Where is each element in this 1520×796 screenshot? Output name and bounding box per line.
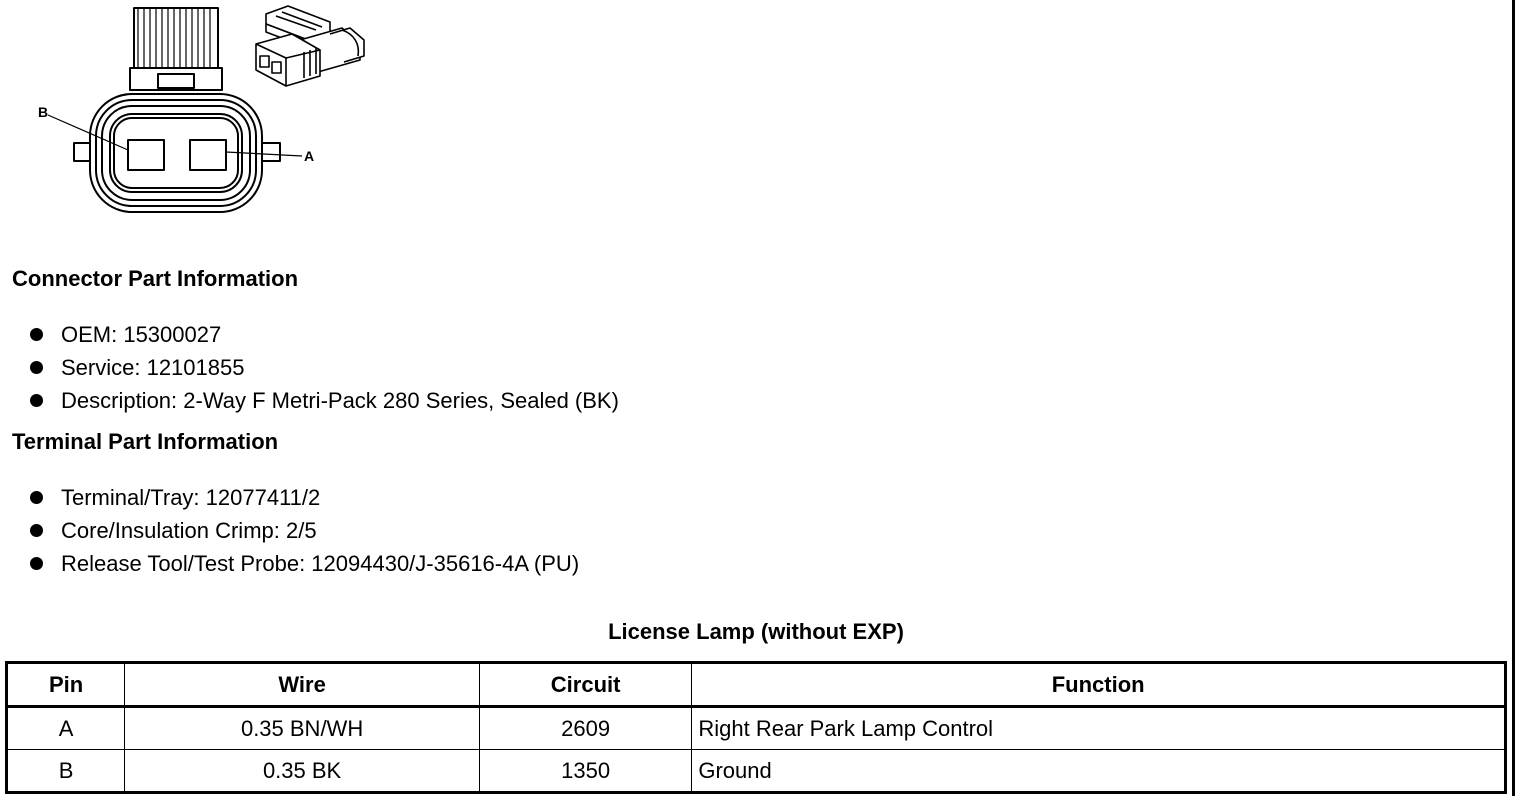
connector-info-list [30, 318, 619, 417]
list-item [30, 384, 619, 417]
pin-b-callout: B [38, 104, 49, 120]
pinout-table [5, 661, 1507, 794]
bullet-icon [30, 394, 43, 407]
connector-face-diagram [30, 0, 370, 220]
terminal-info-list [30, 481, 579, 580]
pin-a-callout: A [304, 148, 315, 164]
cell-circuit: 1350 [479, 750, 691, 793]
table-row [7, 707, 1506, 750]
bullet-icon [30, 524, 43, 537]
cell-circuit: 2609 [479, 707, 691, 750]
page-border-right [1512, 0, 1515, 796]
cell-function: Right Rear Park Lamp Control [692, 707, 1506, 750]
table-header-row [7, 663, 1506, 707]
cell-pin: B [7, 750, 125, 793]
list-item-text: Service: 12101855 [61, 355, 245, 380]
cell-pin: A [7, 707, 125, 750]
column-header-pin: Pin [7, 663, 125, 707]
connector-isometric-view [256, 6, 364, 86]
list-item [30, 318, 619, 351]
connector-face-view [48, 8, 302, 212]
list-item-text: Description: 2-Way F Metri-Pack 280 Series, Sealed (BK) [61, 388, 619, 413]
bullet-icon [30, 557, 43, 570]
column-header-wire: Wire [125, 663, 480, 707]
list-item [30, 481, 579, 514]
table-caption: License Lamp (without EXP) [608, 619, 904, 644]
list-item [30, 351, 619, 384]
terminal-info-heading: Terminal Part Information [12, 429, 279, 454]
bullet-icon [30, 361, 43, 374]
connector-info-heading: Connector Part Information [12, 266, 299, 291]
list-item-text: OEM: 15300027 [61, 322, 222, 347]
bullet-icon [30, 328, 43, 341]
column-header-circuit: Circuit [479, 663, 691, 707]
list-item-text: Release Tool/Test Probe: 12094430/J-35616-4A (PU) [61, 551, 580, 576]
list-item-text: Core/Insulation Crimp: 2/5 [61, 518, 317, 543]
list-item [30, 514, 579, 547]
table-row [7, 750, 1506, 793]
bullet-icon [30, 491, 43, 504]
cell-wire: 0.35 BK [125, 750, 480, 793]
list-item-text: Terminal/Tray: 12077411/2 [61, 485, 321, 510]
cell-wire: 0.35 BN/WH [125, 707, 480, 750]
column-header-function: Function [692, 663, 1506, 707]
cell-function: Ground [692, 750, 1506, 793]
list-item [30, 547, 579, 580]
